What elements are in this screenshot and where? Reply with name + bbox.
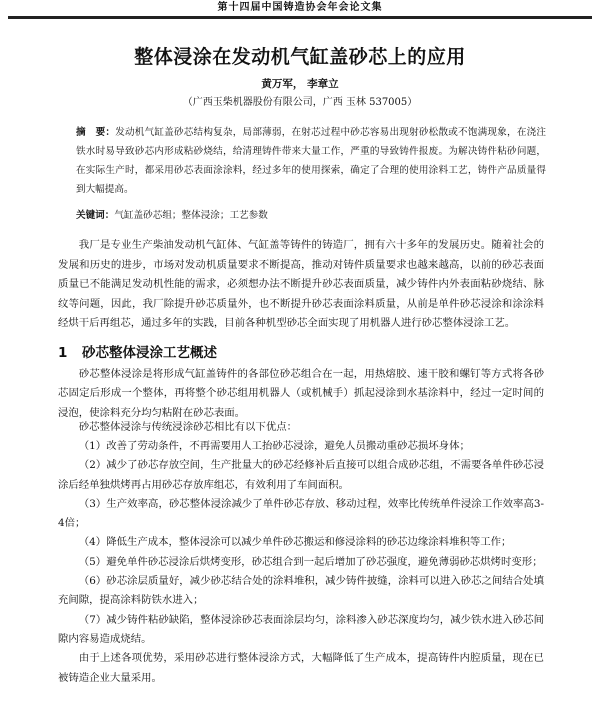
list-item: （5）避免单件砂芯浸涂后烘烤变形，砂芯组合到一起后增加了砂芯强度，避免薄弱砂芯烘烤时变形； [78,555,543,568]
list-item: （7）减少铸件粘砂缺陷，整体浸涂砂芯表面涂层均匀，涂料渗入砂芯深度均匀，减少铁水进入砂芯间隙内容易造成烧结。 [58,613,544,645]
paper-authors: 黄万军， 李章立 [261,78,339,90]
section-paragraph-2: 砂芯整体浸涂与传统浸涂砂芯相比有以下优点： [78,421,297,433]
abstract-text: 发动机气缸盖砂芯结构复杂，局部薄弱，在射芯过程中砂芯容易出现射砂松散或不饱满现象，在浇注铁水时易导致砂芯内形成粘砂烧结，给清理铸件带来大量工作，严重的导致铸件报废。为解决铸件粘砂问题，在实际生产时，都采用砂芯表面涂涂料，经过多年的使用探索，确定了合理的使用涂料工艺，铸件产品质量得到大幅提高。 [76,127,547,195]
intro-paragraph: 我厂是专业生产柴油发动机气缸体、气缸盖等铸件的铸造厂，拥有六十多年的发展历史。随着社会的发展和历史的进步，市场对发动机质量要求不断提高，推动对铸件质量要求也越来越高，以前的砂芯表面质量已不能满足发动机性能的需求，必须想办法不断提升砂芯表面质量，减少铸件内外表面粘砂烧结、脉纹等问题，因此，我厂除提升砂芯质量外，也不断提升砂芯表面涂料质量，从前是单件砂芯浸涂和涂涂料经烘干后再组芯，通过多年的实践，目前各种机型砂芯全面实现了用机器人进行砂芯整体浸涂工艺。 [58,239,544,330]
paper-title: 整体浸涂在发动机气缸盖砂芯上的应用 [134,46,466,68]
keywords-label: 关键词： [76,210,115,221]
paper-affiliation: （广西玉柴机器股份有限公司，广西 玉林 537005） [182,97,418,108]
section-paragraph-1: 砂芯整体浸涂是将形成气缸盖铸件的各部位砂芯组合在一起，用热熔胶、速干胶和螺钉等方式将各砂芯固定后形成一个整体，再将整个砂芯组用机器人（或机械手）抓起浸涂到水基涂料中，经过一定时间的浸泡，使涂料充分均匀粘附在砂芯表面。 [58,368,544,419]
list-item: （1）改善了劳动条件，不再需要用人工抬砂芯浸涂，避免人员搬动重砂芯损坏身体； [78,440,470,452]
keywords-text: 气缸盖砂芯组；整体浸涂；工艺参数 [114,210,268,221]
list-item: （6）砂芯涂层质量好，减少砂芯结合处的涂料堆积，减少铸件披缝，涂料可以进入砂芯之间结合处填充间隙，提高涂料防铁水进入； [58,575,544,607]
closing-paragraph: 由于上述各项优势，采用砂芯进行整体浸涂方式，大幅降低了生产成本，提高铸件内腔质量，现在已被铸造企业大量采用。 [58,652,544,684]
section-number: 1 [58,345,68,361]
advantages-list [58,437,544,688]
section-title: 砂芯整体浸涂工艺概述 [82,345,217,361]
running-header: 第十四届中国铸造协会年会论文集 [217,2,383,13]
abstract-label: 摘 要： [76,127,116,138]
abstract [76,123,546,199]
list-item: （3）生产效率高，砂芯整体浸涂减少了单件砂芯存放、移动过程，效率比传统单件浸涂工作效率高3-4倍； [58,497,544,530]
section-heading [58,341,544,361]
keywords [76,206,546,225]
list-item: （4）降低生产成本，整体浸涂可以减少单件砂芯搬运和修浸涂料的砂芯边缘涂料堆积等工作； [78,536,512,549]
header-rule [8,16,592,19]
list-item: （2）减少了砂芯存放空间，生产批量大的砂芯经修补后直接可以组合成砂芯组，不需要各单件砂芯浸涂后经单独烘烤再占用砂芯存放库组芯，有效利用了车间面积。 [58,459,544,491]
